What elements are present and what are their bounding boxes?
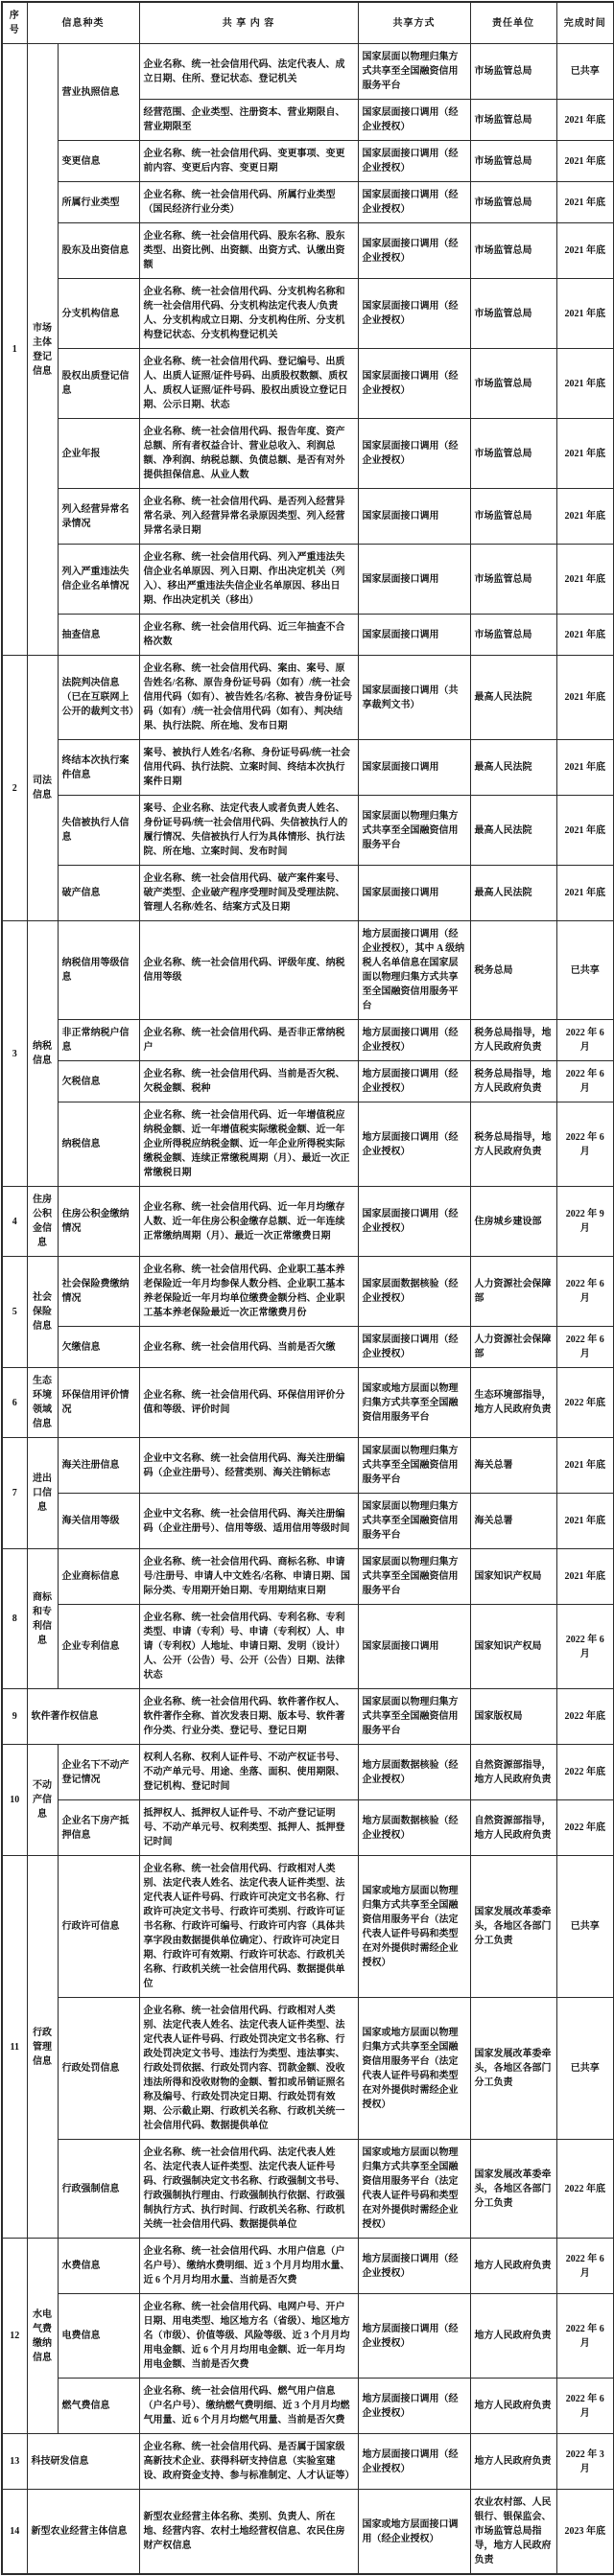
shared-content-cell: 企业中文名称、统一社会信用代码、海关注册编码（企业注册号）、经营类别、海关注销标志 xyxy=(139,1438,358,1494)
responsible-unit-cell: 地方人民政府负责 xyxy=(470,2434,556,2490)
completion-time-cell: 2022 年底 xyxy=(556,1800,614,1856)
sharing-method-cell: 国家层面接口调用（经企业授权） xyxy=(358,419,470,489)
subcategory-cell: 纳税信用等级信息 xyxy=(58,921,139,1020)
section-label-cell: 软件著作权信息 xyxy=(27,1689,139,1745)
subcategory-cell: 法院判决信息（已在互联网上公开的裁判文书） xyxy=(58,656,139,740)
completion-time-cell: 2023 年底 xyxy=(556,2490,614,2575)
section-number-cell: 2 xyxy=(2,656,27,921)
responsible-unit-cell: 海关总署 xyxy=(470,1438,556,1494)
sharing-method-cell: 国家层面接口调用 xyxy=(358,740,470,796)
responsible-unit-cell: 市场监管总局 xyxy=(470,489,556,545)
sharing-method-cell: 地方层面接口调用（经企业授权） xyxy=(358,1061,470,1102)
section-label-cell: 商标和专利信息 xyxy=(27,1549,58,1689)
table-row xyxy=(2,2140,614,2239)
responsible-unit-cell: 市场监管总局 xyxy=(470,223,556,279)
sharing-method-cell: 地方层面数据核验（经企业授权） xyxy=(358,1800,470,1856)
responsible-unit-cell: 地方人民政府负责 xyxy=(470,2294,556,2379)
subcategory-cell: 企业年报 xyxy=(58,419,139,489)
completion-time-cell: 2021 年底 xyxy=(556,796,614,866)
section-label-cell: 进出口信息 xyxy=(27,1438,58,1549)
section-number-cell: 8 xyxy=(2,1549,27,1689)
shared-content-cell: 企业名称、统一社会信用代码、当前是否欠税、欠税金额、税种 xyxy=(139,1061,358,1102)
section-number-cell: 9 xyxy=(2,1689,27,1745)
sharing-method-cell: 国家或地方层面以物理归集方式共享至全国融资信用服务平台（法定代表人证件号码和类型在对外提供时需经企业授权） xyxy=(358,1856,470,1998)
sharing-method-cell: 地方层面接口调用（经企业授权） xyxy=(358,1102,470,1187)
subcategory-cell: 变更信息 xyxy=(58,141,139,182)
shared-content-cell: 企业名称、统一社会信用代码、是否非正常纳税户 xyxy=(139,1020,358,1061)
section-label-cell: 生态环境领域信息 xyxy=(27,1368,58,1438)
shared-content-cell: 企业名称、统一社会信用代码、专利名称、专利类型、申请（专利）号、申请（专利权）人、申请（专利权）人地址、申请日期、发明（设计）人、公开（公告）号、公开（公告）日期、法律状态 xyxy=(139,1605,358,1689)
sharing-method-cell: 国家层面接口调用 xyxy=(358,545,470,615)
header-cell-shared-content: 共 享 内 容 xyxy=(139,2,358,44)
completion-time-cell: 2022 年 6 月 xyxy=(556,2239,614,2294)
table-row xyxy=(2,2434,614,2490)
completion-time-cell: 2021 年底 xyxy=(556,615,614,656)
completion-time-cell: 2021 年底 xyxy=(556,1438,614,1494)
completion-time-cell: 2022 年 6 月 xyxy=(556,1605,614,1689)
table-row xyxy=(2,1368,614,1438)
responsible-unit-cell: 市场监管总局 xyxy=(470,615,556,656)
completion-time-cell: 2022 年底 xyxy=(556,1689,614,1745)
responsible-unit-cell: 国家发展改革委牵头，各地区各部门分工负责 xyxy=(470,1998,556,2140)
header-cell-responsible-unit: 责任单位 xyxy=(470,2,556,44)
responsible-unit-cell: 自然资源部指导，地方人民政府负责 xyxy=(470,1745,556,1800)
completion-time-cell: 2021 年底 xyxy=(556,419,614,489)
sharing-method-cell: 地方层面接口调用（经企业授权） xyxy=(358,2239,470,2294)
completion-time-cell: 已共享 xyxy=(556,44,614,100)
subcategory-cell: 企业专利信息 xyxy=(58,1605,139,1689)
table-row xyxy=(2,1327,614,1368)
sharing-method-cell: 国家层面接口调用（共享裁判文书） xyxy=(358,656,470,740)
shared-content-cell: 企业名称、统一社会信用代码、所属行业类型（国民经济行业分类） xyxy=(139,182,358,223)
table-row xyxy=(2,489,614,545)
table-row xyxy=(2,2239,614,2294)
responsible-unit-cell: 人力资源社会保障部 xyxy=(470,1257,556,1327)
table-row xyxy=(2,2490,614,2575)
shared-content-cell: 新型农业经营主体名称、类别、负责人、所在地、经营内容、农村土地经营权信息、农民住房财产权信息 xyxy=(139,2490,358,2575)
section-label-cell: 行政管理信息 xyxy=(27,1856,58,2239)
header-cell-sharing-method: 共享方式 xyxy=(358,2,470,44)
completion-time-cell: 2021 年底 xyxy=(556,545,614,615)
section-number-cell: 13 xyxy=(2,2434,27,2490)
section-number-cell: 1 xyxy=(2,44,27,656)
section-number-cell: 12 xyxy=(2,2239,27,2434)
sharing-method-cell: 地方层面接口调用（经企业授权） xyxy=(358,2379,470,2434)
completion-time-cell: 2022 年 6 月 xyxy=(556,1257,614,1327)
table-row xyxy=(2,1187,614,1257)
table-body xyxy=(2,44,614,2575)
sharing-method-cell: 国家层面接口调用（经企业授权） xyxy=(358,223,470,279)
shared-content-cell: 企业名称、统一社会信用代码、法定代表人、成立日期、住所、登记状态、登记机关 xyxy=(139,44,358,100)
responsible-unit-cell: 市场监管总局 xyxy=(470,182,556,223)
sharing-method-cell: 国家层面数据核验（经企业授权） xyxy=(358,1257,470,1327)
section-label-cell: 市场主体登记信息 xyxy=(27,44,58,656)
table-row xyxy=(2,1800,614,1856)
shared-content-cell: 企业名称、统一社会信用代码、近三年抽查不合格次数 xyxy=(139,615,358,656)
subcategory-cell: 营业执照信息 xyxy=(58,44,139,141)
table-row xyxy=(2,1605,614,1689)
subcategory-cell: 住房公积金缴纳情况 xyxy=(58,1187,139,1257)
subcategory-cell: 抽查信息 xyxy=(58,615,139,656)
shared-content-cell: 企业名称、统一社会信用代码、法定代表人姓名、法定代表人证件类型、法定代表人证件号码、行政强制决定文书名称、行政强制文书号、行政强制执行理由、行政强制执行依据、行政强制执行方式、执行时间、行政机关名称、行政机关统一社会信用代码、数据提供单位 xyxy=(139,2140,358,2239)
completion-time-cell: 2021 年底 xyxy=(556,656,614,740)
section-number-cell: 5 xyxy=(2,1257,27,1368)
table-header-row xyxy=(2,2,614,44)
sharing-method-cell: 国家层面以物理归集方式共享至全国融资信用服务平台 xyxy=(358,1438,470,1494)
responsible-unit-cell: 税务总局指导，地方人民政府负责 xyxy=(470,1102,556,1187)
sharing-method-cell: 国家层面接口调用（经企业授权） xyxy=(358,1327,470,1368)
section-label-cell: 水电气费缴纳信息 xyxy=(27,2239,58,2434)
section-label-cell: 不动产信息 xyxy=(27,1745,58,1856)
section-label-cell: 科技研发信息 xyxy=(27,2434,139,2490)
subcategory-cell: 分支机构信息 xyxy=(58,279,139,349)
subcategory-cell: 海关信用等级 xyxy=(58,1494,139,1549)
table-row xyxy=(2,223,614,279)
subcategory-cell: 列入严重违法失信企业名单情况 xyxy=(58,545,139,615)
responsible-unit-cell: 自然资源部指导，地方人民政府负责 xyxy=(470,1800,556,1856)
subcategory-cell: 纳税信息 xyxy=(58,1102,139,1187)
table-row xyxy=(2,1257,614,1327)
section-number-cell: 11 xyxy=(2,1856,27,2239)
completion-time-cell: 2022 年 6 月 xyxy=(556,2294,614,2379)
shared-content-cell: 企业名称、统一社会信用代码、环保信用评价分值和等级、评价时间 xyxy=(139,1368,358,1438)
completion-time-cell: 2022 年底 xyxy=(556,1745,614,1800)
table-row xyxy=(2,1020,614,1061)
subcategory-cell: 电费信息 xyxy=(58,2294,139,2379)
table-row xyxy=(2,44,614,100)
sharing-method-cell: 国家层面接口调用（经企业授权） xyxy=(358,100,470,141)
table-row xyxy=(2,279,614,349)
sharing-method-cell: 国家层面接口调用 xyxy=(358,615,470,656)
shared-content-cell: 企业名称、统一社会信用代码、行政相对人类别、法定代表人姓名、法定代表人证件类型、法定代表人证件号码、行政许可决定文书名称、行政许可决定文书号、行政许可类别、行政许可证书名称、行政许可编号、行政许可内容（具体共享字段由数据提供单位确定）、行政许可决定日期、行政许可有效期、行政许可状态、行政机关名称、行政机关统一社会信用代码、数据提供单位 xyxy=(139,1856,358,1998)
sharing-method-cell: 国家或地方层面以物理归集方式共享至全国融资信用服务平台 xyxy=(358,1368,470,1438)
responsible-unit-cell: 最高人民法院 xyxy=(470,866,556,921)
sharing-method-cell: 国家或地方层面以物理归集方式共享至全国融资信用服务平台（法定代表人证件号码和类型在对外提供时需经企业授权） xyxy=(358,2140,470,2239)
subcategory-cell: 终结本次执行案件信息 xyxy=(58,740,139,796)
table-row xyxy=(2,866,614,921)
completion-time-cell: 2022 年 6 月 xyxy=(556,2379,614,2434)
section-label-cell: 社会保险信息 xyxy=(27,1257,58,1368)
shared-content-cell: 企业名称、统一社会信用代码、近一年增值税应纳税金额、近一年增值税实际缴税金额、近一年企业所得税应纳税金额、近一年企业所得税实际缴税金额、连续正常缴税周期（月）、最近一次正常缴税日期 xyxy=(139,1102,358,1187)
sharing-method-cell: 国家层面以物理归集方式共享至全国融资信用服务平台 xyxy=(358,796,470,866)
table-row xyxy=(2,419,614,489)
responsible-unit-cell: 最高人民法院 xyxy=(470,740,556,796)
subcategory-cell: 欠税信息 xyxy=(58,1061,139,1102)
table-row xyxy=(2,141,614,182)
shared-content-cell: 企业名称、统一社会信用代码、案由、案号、原告姓名/名称、原告身份证号码（如有）/统一社会信用代码（如有）、被告姓名/名称、被告身份证号码（如有）/统一社会信用代码（如有）、判决结果、执行法院、所在地、发布日期 xyxy=(139,656,358,740)
completion-time-cell: 2022 年 6 月 xyxy=(556,1102,614,1187)
shared-content-cell: 企业名称、统一社会信用代码、是否属于国家级高新技术企业、获得科研支持信息（实验室建设、政府资金支持、参与标准制定、人才认证等） xyxy=(139,2434,358,2490)
responsible-unit-cell: 地方人民政府负责 xyxy=(470,2379,556,2434)
shared-content-cell: 企业名称、统一社会信用代码、近一年月均缴存人数、近一年住房公积金缴存总额、近一年连续正常缴纳周期（月）、最近一次正常缴费日期 xyxy=(139,1187,358,1257)
completion-time-cell: 2022 年 3 月 xyxy=(556,2434,614,2490)
sharing-method-cell: 国家层面接口调用（经企业授权） xyxy=(358,182,470,223)
completion-time-cell: 2021 年底 xyxy=(556,141,614,182)
responsible-unit-cell: 市场监管总局 xyxy=(470,141,556,182)
responsible-unit-cell: 人力资源社会保障部 xyxy=(470,1327,556,1368)
completion-time-cell: 2021 年底 xyxy=(556,1549,614,1605)
shared-content-cell: 案号、被执行人姓名/名称、身份证号码/统一社会信用代码、执行法院、立案时间、终结本次执行案件日期 xyxy=(139,740,358,796)
completion-time-cell: 2021 年底 xyxy=(556,1494,614,1549)
responsible-unit-cell: 市场监管总局 xyxy=(470,349,556,419)
shared-content-cell: 企业名称、统一社会信用代码、股东名称、股东类型、出资比例、出资额、出资方式、认缴出资额 xyxy=(139,223,358,279)
table-row xyxy=(2,1856,614,1998)
section-number-cell: 14 xyxy=(2,2490,27,2575)
responsible-unit-cell: 国家知识产权局 xyxy=(470,1549,556,1605)
section-label-cell: 新型农业经营主体信息 xyxy=(27,2490,139,2575)
table-row xyxy=(2,2379,614,2434)
shared-content-cell: 企业名称、统一社会信用代码、当前是否欠缴 xyxy=(139,1327,358,1368)
table-row xyxy=(2,1745,614,1800)
sharing-method-cell: 国家层面以物理归集方式共享至全国融资信用服务平台 xyxy=(358,44,470,100)
sharing-method-cell: 地方层面接口调用（经企业授权） xyxy=(358,1020,470,1061)
shared-content-cell: 企业名称、统一社会信用代码、登记编号、出质人、出质人证照/证件号码、出质股权数额、质权人、质权人证照/证件号码、股权出质设立登记日期、公示日期、状态 xyxy=(139,349,358,419)
shared-content-cell: 权利人名称、权利人证件号、不动产权证书号、不动产单元号、用途、坐落、面积、使用期限、登记机构、登记时间 xyxy=(139,1745,358,1800)
subcategory-cell: 欠缴信息 xyxy=(58,1327,139,1368)
table-row xyxy=(2,1438,614,1494)
responsible-unit-cell: 税务总局指导，地方人民政府负责 xyxy=(470,1061,556,1102)
responsible-unit-cell: 最高人民法院 xyxy=(470,656,556,740)
responsible-unit-cell: 地方人民政府负责 xyxy=(470,2239,556,2294)
completion-time-cell: 已共享 xyxy=(556,1856,614,1998)
table-row xyxy=(2,921,614,1020)
sharing-method-cell: 国家或地方层面接口调用（经企业授权） xyxy=(358,2490,470,2575)
sharing-method-cell: 国家层面接口调用 xyxy=(358,1605,470,1689)
section-number-cell: 10 xyxy=(2,1745,27,1856)
subcategory-cell: 企业名下房产抵押信息 xyxy=(58,1800,139,1856)
subcategory-cell: 破产信息 xyxy=(58,866,139,921)
header-cell-info-type: 信息种类 xyxy=(27,2,139,44)
table-row xyxy=(2,1061,614,1102)
subcategory-cell: 列入经营异常名录情况 xyxy=(58,489,139,545)
table-row xyxy=(2,1494,614,1549)
section-number-cell: 6 xyxy=(2,1368,27,1438)
sharing-method-cell: 国家层面以物理归集方式共享至全国融资信用服务平台 xyxy=(358,1494,470,1549)
shared-content-cell: 企业名称、统一社会信用代码、报告年度、资产总额、所有者权益合计、营业总收入、利润总额、净利润、纳税总额、负债总额、是否有对外提供担保信息、从业人数 xyxy=(139,419,358,489)
subcategory-cell: 环保信用评价情况 xyxy=(58,1368,139,1438)
shared-content-cell: 企业名称、统一社会信用代码、破产案件案号、破产类型、企业破产程序受理时间及受理法院、管理人名称/姓名、结案方式及日期 xyxy=(139,866,358,921)
sharing-method-cell: 地方层面数据核验（经企业授权） xyxy=(358,1745,470,1800)
table-row xyxy=(2,349,614,419)
header-cell-number: 序号 xyxy=(2,2,27,44)
table-row xyxy=(2,182,614,223)
subcategory-cell: 行政许可信息 xyxy=(58,1856,139,1998)
sharing-method-cell: 地方层面接口调用（经企业授权），其中 A 级纳税人名单信息在国家层面以物理归集方式共享至全国融资信用服务平台 xyxy=(358,921,470,1020)
shared-content-cell: 企业名称、统一社会信用代码、企业职工基本养老保险近一年月均参保人数分档、企业职工基本养老保险近一年月均单位缴费金额分档、企业职工基本养老保险最近一次正常缴费月份 xyxy=(139,1257,358,1327)
sharing-method-cell: 国家或地方层面以物理归集方式共享至全国融资信用服务平台（法定代表人证件号码和类型在对外提供时需经企业授权） xyxy=(358,1998,470,2140)
completion-time-cell: 2022 年 9 月 xyxy=(556,1187,614,1257)
table-row xyxy=(2,2294,614,2379)
subcategory-cell: 燃气费信息 xyxy=(58,2379,139,2434)
completion-time-cell: 2022 年 6 月 xyxy=(556,1020,614,1061)
sharing-method-cell: 国家层面接口调用 xyxy=(358,866,470,921)
header-cell-completion-time: 完成时间 xyxy=(556,2,614,44)
responsible-unit-cell: 国家知识产权局 xyxy=(470,1605,556,1689)
shared-content-cell: 企业中文名称、统一社会信用代码、海关注册编码（企业注册号）、信用等级、适用信用等级时间 xyxy=(139,1494,358,1549)
shared-content-cell: 企业名称、统一社会信用代码、是否列入经营异常名录、列入经营异常名录原因类型、列入经营异常名录日期 xyxy=(139,489,358,545)
sharing-method-cell: 国家层面接口调用（经企业授权） xyxy=(358,141,470,182)
completion-time-cell: 2021 年底 xyxy=(556,182,614,223)
responsible-unit-cell: 国家发展改革委牵头，各地区各部门分工负责 xyxy=(470,1856,556,1998)
section-number-cell: 3 xyxy=(2,921,27,1187)
subcategory-cell: 失信被执行人信息 xyxy=(58,796,139,866)
shared-content-cell: 经营范围、企业类型、注册资本、营业期限自、营业期限至 xyxy=(139,100,358,141)
shared-content-cell: 企业名称、统一社会信用代码、变更事项、变更前内容、变更后内容、变更日期 xyxy=(139,141,358,182)
completion-time-cell: 2022 年 6 月 xyxy=(556,1061,614,1102)
subcategory-cell: 行政强制信息 xyxy=(58,2140,139,2239)
sharing-method-cell: 地方层面接口调用（经企业授权） xyxy=(358,2294,470,2379)
responsible-unit-cell: 最高人民法院 xyxy=(470,796,556,866)
completion-time-cell: 2022 年底 xyxy=(556,2140,614,2239)
responsible-unit-cell: 住房城乡建设部 xyxy=(470,1187,556,1257)
completion-time-cell: 2021 年底 xyxy=(556,740,614,796)
sharing-method-cell: 国家层面接口调用 xyxy=(358,489,470,545)
subcategory-cell: 行政处罚信息 xyxy=(58,1998,139,2140)
shared-content-cell: 企业名称、统一社会信用代码、水用户信息（户名户号）、缴纳水费明细、近 3 个月月均用水量、近 6 个月月均用水量、当前是否欠费 xyxy=(139,2239,358,2294)
responsible-unit-cell: 生态环境部指导，地方人民政府负责 xyxy=(470,1368,556,1438)
section-label-cell: 住房公积金信息 xyxy=(27,1187,58,1257)
responsible-unit-cell: 国家版权局 xyxy=(470,1689,556,1745)
table-row xyxy=(2,740,614,796)
section-number-cell: 7 xyxy=(2,1438,27,1549)
completion-time-cell: 2021 年底 xyxy=(556,100,614,141)
completion-time-cell: 2021 年底 xyxy=(556,349,614,419)
subcategory-cell: 海关注册信息 xyxy=(58,1438,139,1494)
shared-content-cell: 企业名称、统一社会信用代码、电网户号、开户日期、用电类型、地区地方名（省级）、地区地方名（市级）、价值等级、风险等级、近 3 个月月均用电金额、近 6 个月月均用电金额、近一年月均用电金额、当前是否欠费 xyxy=(139,2294,358,2379)
shared-content-cell: 企业名称、统一社会信用代码、行政相对人类别、法定代表人姓名、法定代表人证件类型、法定代表人证件号码、行政处罚决定文书名称、行政处罚决定文书号、违法行为类型、违法事实、行政处罚依据、行政处罚内容、罚款金额、没收违法所得和没收财物的金额、暂扣或吊销证照名称及编号、行政处罚决定日期、行政处罚有效期、公示截止期、行政机关名称、行政机关统一社会信用代码、数据提供单位 xyxy=(139,1998,358,2140)
table-row xyxy=(2,796,614,866)
responsible-unit-cell: 市场监管总局 xyxy=(470,545,556,615)
subcategory-cell: 社会保险费缴纳情况 xyxy=(58,1257,139,1327)
responsible-unit-cell: 税务总局 xyxy=(470,921,556,1020)
subcategory-cell: 股权出质登记信息 xyxy=(58,349,139,419)
section-label-cell: 纳税信息 xyxy=(27,921,58,1187)
completion-time-cell: 已共享 xyxy=(556,1998,614,2140)
shared-content-cell: 企业名称、统一社会信用代码、列入严重违法失信企业名单原因、列入日期、作出决定机关（列入）、移出严重违法失信企业名单原因、移出日期、作出决定机关（移出） xyxy=(139,545,358,615)
subcategory-cell: 企业商标信息 xyxy=(58,1549,139,1605)
subcategory-cell: 所属行业类型 xyxy=(58,182,139,223)
shared-content-cell: 企业名称、统一社会信用代码、软件著作权人、软件著作全称、首次发表日期、版本号、软件著作分类、行业分类、登记号、登记日期 xyxy=(139,1689,358,1745)
sharing-method-cell: 国家层面以物理归集方式共享至全国融资信用服务平台 xyxy=(358,1549,470,1605)
completion-time-cell: 已共享 xyxy=(556,921,614,1020)
completion-time-cell: 2022 年 6 月 xyxy=(556,1327,614,1368)
section-label-cell: 司法信息 xyxy=(27,656,58,921)
responsible-unit-cell: 市场监管总局 xyxy=(470,279,556,349)
section-number-cell: 4 xyxy=(2,1187,27,1257)
completion-time-cell: 2021 年底 xyxy=(556,279,614,349)
responsible-unit-cell: 市场监管总局 xyxy=(470,419,556,489)
completion-time-cell: 2021 年底 xyxy=(556,489,614,545)
subcategory-cell: 水费信息 xyxy=(58,2239,139,2294)
table-row xyxy=(2,615,614,656)
shared-content-cell: 企业名称、统一社会信用代码、评级年度、纳税信用等级 xyxy=(139,921,358,1020)
sharing-method-cell: 国家层面接口调用（经企业授权） xyxy=(358,1187,470,1257)
table-row xyxy=(2,1102,614,1187)
sharing-method-cell: 国家层面接口调用（经企业授权） xyxy=(358,349,470,419)
sharing-method-cell: 地方层面接口调用（经企业授权） xyxy=(358,2434,470,2490)
table-row xyxy=(2,1689,614,1745)
responsible-unit-cell: 市场监管总局 xyxy=(470,44,556,100)
subcategory-cell: 非正常纳税户信息 xyxy=(58,1020,139,1061)
table-row xyxy=(2,1998,614,2140)
table-row xyxy=(2,545,614,615)
completion-time-cell: 2021 年底 xyxy=(556,866,614,921)
info-sharing-table xyxy=(1,1,614,2575)
responsible-unit-cell: 农业农村部、人民银行、银保监会、市场监管总局指导，地方人民政府负责 xyxy=(470,2490,556,2575)
responsible-unit-cell: 国家发展改革委牵头，各地区各部门分工负责 xyxy=(470,2140,556,2239)
sharing-method-cell: 国家层面接口调用（经企业授权） xyxy=(358,279,470,349)
shared-content-cell: 企业名称、统一社会信用代码、燃气用户信息（户名户号）、缴纳燃气费明细、近 3 个月月均燃气用量、近 6 个月月均燃气用量、当前是否欠费 xyxy=(139,2379,358,2434)
subcategory-cell: 股东及出资信息 xyxy=(58,223,139,279)
table-row xyxy=(2,656,614,740)
table-row xyxy=(2,1549,614,1605)
responsible-unit-cell: 税务总局指导，地方人民政府负责 xyxy=(470,1020,556,1061)
completion-time-cell: 2022 年底 xyxy=(556,1368,614,1438)
responsible-unit-cell: 海关总署 xyxy=(470,1494,556,1549)
subcategory-cell: 企业名下不动产登记情况 xyxy=(58,1745,139,1800)
shared-content-cell: 企业名称、统一社会信用代码、分支机构名称和统一社会信用代码、分支机构法定代表人/负责人、分支机构成立日期、分支机构住所、分支机构登记状态、分支机构登记机关 xyxy=(139,279,358,349)
shared-content-cell: 案号、企业名称、法定代表人或者负责人姓名、身份证号码/统一社会信用代码、失信被执行人的履行情况、失信被执行人行为具体情形、执行法院、所在地、立案时间、发布时间 xyxy=(139,796,358,866)
shared-content-cell: 抵押权人、抵押权人证件号、不动产登记证明号、不动产单元号、权利类型、抵押人、抵押登记时间 xyxy=(139,1800,358,1856)
sharing-method-cell: 国家层面以物理归集方式共享至全国融资信用服务平台 xyxy=(358,1689,470,1745)
responsible-unit-cell: 市场监管总局 xyxy=(470,100,556,141)
shared-content-cell: 企业名称、统一社会信用代码、商标名称、申请号/注册号、申请人中文姓名/名称、申请日期、国际分类、专用期开始日期、专用期结束日期 xyxy=(139,1549,358,1605)
completion-time-cell: 2021 年底 xyxy=(556,223,614,279)
